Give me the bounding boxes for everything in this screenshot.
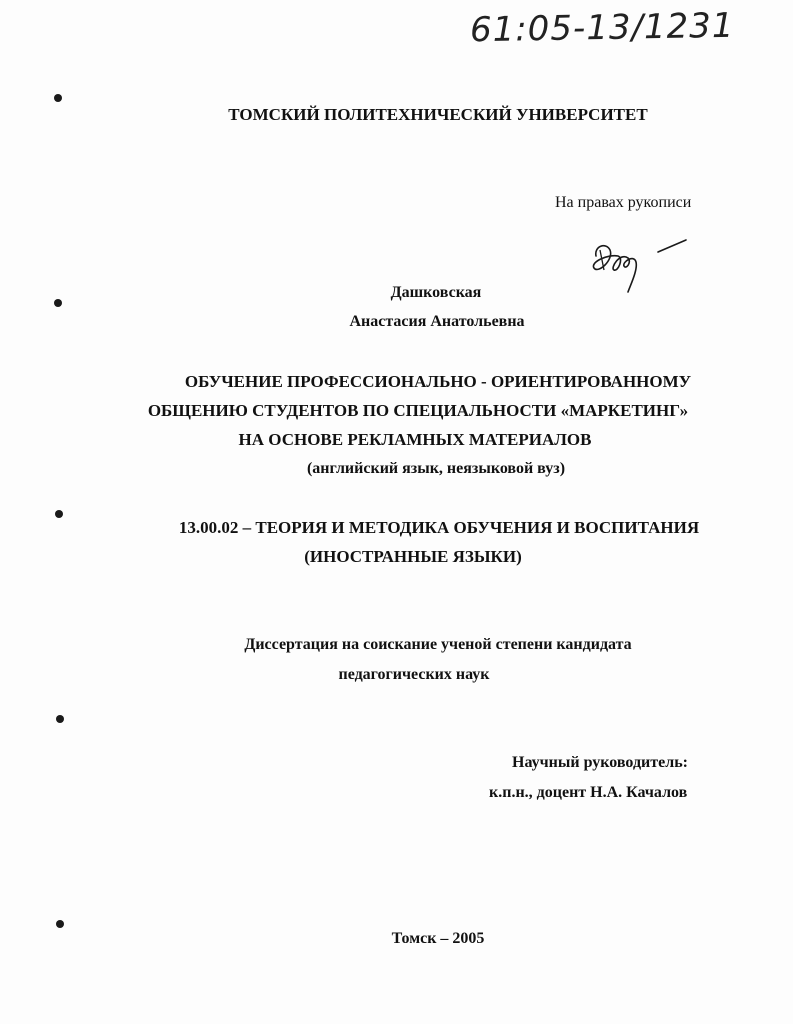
supervisor-label: Научный руководитель: bbox=[512, 754, 688, 771]
degree-line: педагогических наук bbox=[338, 666, 490, 683]
place-year: Томск – 2005 bbox=[391, 930, 485, 947]
university-name: ТОМСКИЙ ПОЛИТЕХНИЧЕСКИЙ УНИВЕРСИТЕТ bbox=[228, 105, 648, 124]
specialty-code-line: (ИНОСТРАННЫЕ ЯЗЫКИ) bbox=[304, 547, 522, 566]
manuscript-rights: На правах рукописи bbox=[555, 194, 692, 211]
supervisor-name: к.п.н., доцент Н.А. Качалов bbox=[489, 784, 688, 801]
specialty-code-line: 13.00.02 – ТЕОРИЯ И МЕТОДИКА ОБУЧЕНИЯ И ВОСПИТАНИЯ bbox=[178, 518, 700, 537]
dissertation-title-line: ОБУЧЕНИЕ ПРОФЕССИОНАЛЬНО - ОРИЕНТИРОВАННОМУ bbox=[184, 372, 692, 391]
archive-code-handwritten: 61:05-13/1231 bbox=[469, 5, 735, 51]
degree-line: Диссертация на соискание ученой степени кандидата bbox=[244, 636, 632, 653]
dissertation-title-note: (английский язык, неязыковой вуз) bbox=[306, 460, 566, 477]
punch-hole bbox=[54, 94, 62, 102]
dissertation-title-line: ОБЩЕНИЮ СТУДЕНТОВ ПО СПЕЦИАЛЬНОСТИ «МАРКЕТИНГ» bbox=[147, 401, 689, 420]
punch-hole bbox=[55, 510, 63, 518]
author-name: Анастасия Анатольевна bbox=[349, 313, 525, 330]
dissertation-title-line: НА ОСНОВЕ РЕКЛАМНЫХ МАТЕРИАЛОВ bbox=[238, 430, 592, 449]
author-surname: Дашковская bbox=[390, 284, 482, 301]
punch-hole bbox=[56, 920, 64, 928]
punch-hole bbox=[56, 715, 64, 723]
